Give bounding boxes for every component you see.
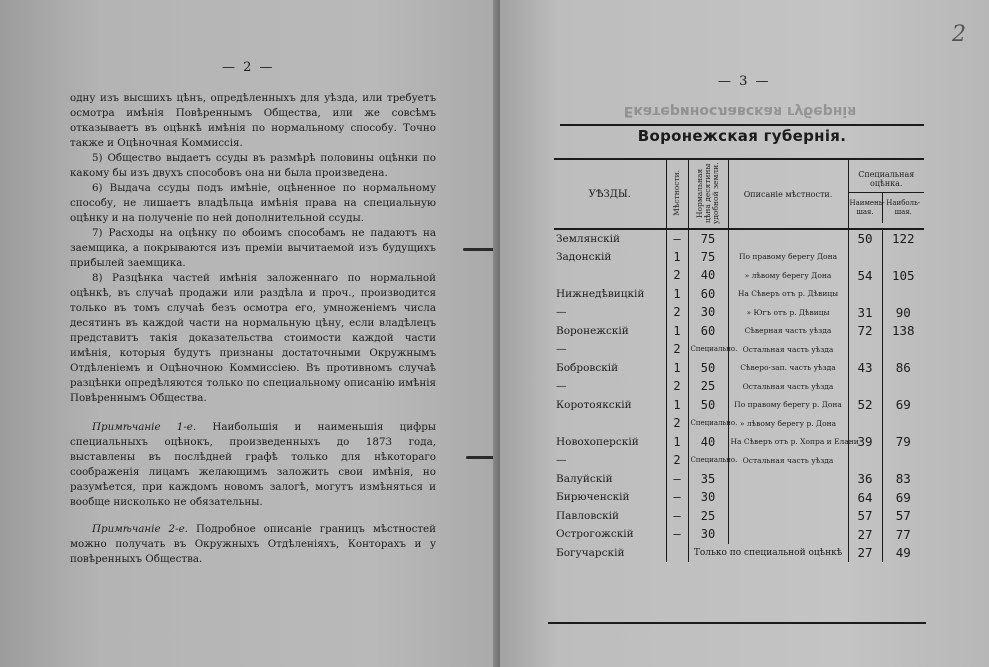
table-row (554, 248, 924, 267)
table-row (554, 303, 924, 322)
table-row (554, 229, 924, 248)
col-description: Описаніе мѣстности. (728, 159, 848, 229)
table-row (554, 396, 924, 415)
normal-price: Специально. (688, 340, 728, 359)
normal-price: 60 (688, 322, 728, 341)
normal-price: Специально. (688, 414, 728, 433)
locality-description: Сѣверная часть уѣзда (728, 322, 848, 341)
table-header-row (554, 159, 924, 229)
special-max: 90 (882, 303, 924, 322)
note-2 (70, 522, 436, 567)
normal-price: 40 (688, 266, 728, 285)
table-bottom-rule (548, 622, 926, 624)
handwritten-page-number: 2 (952, 22, 966, 47)
special-min: 31 (848, 303, 882, 322)
special-max: 79 (882, 433, 924, 452)
table-row (554, 359, 924, 378)
table-row (554, 544, 924, 563)
uezd-name: — (556, 343, 567, 356)
left-page-body (70, 91, 436, 567)
paragraph: 6) Выдача ссуды подъ имѣніе, оцѣненное по нормальному способу, не лишаетъ владѣльца имѣнія права на специальную оцѣнку и на полученіе по ней дополнительной ссуды. (70, 182, 436, 224)
mestnost-number: 2 (666, 414, 688, 433)
special-min: 27 (848, 525, 882, 544)
special-min: 39 (848, 433, 882, 452)
special-max: 138 (882, 322, 924, 341)
normal-price: 75 (688, 229, 728, 248)
uezd-name: Нижнедѣвицкій (556, 287, 645, 300)
uezd-name: Павловскій (556, 509, 620, 522)
mestnost-number: 1 (666, 433, 688, 452)
locality-description: Сѣверо-зап. часть уѣзда (728, 359, 848, 378)
normal-price: 50 (688, 396, 728, 415)
table-row (554, 433, 924, 452)
mirrored-title: Екатеринославская губернія (623, 103, 857, 119)
mestnost-number: 1 (666, 322, 688, 341)
special-max: 122 (882, 229, 924, 248)
mestnost-number: 2 (666, 451, 688, 470)
mestnost-number: 1 (666, 396, 688, 415)
table-row (554, 322, 924, 341)
col-uezd: УѢЗДЫ. (554, 159, 666, 229)
uezd-name: Задонскій (556, 250, 612, 263)
uezd-name: — (556, 306, 567, 319)
locality-description: » лѣвому берегу р. Дона (728, 414, 848, 433)
special-max (882, 414, 924, 433)
uezd-name: — (556, 380, 567, 393)
uezd-name: — (556, 454, 567, 467)
special-min: 27 (848, 544, 882, 563)
uezd-name: Богучарскій (556, 546, 625, 559)
special-max (882, 340, 924, 359)
special-max (882, 451, 924, 470)
mestnost-number: 2 (666, 340, 688, 359)
table-row (554, 285, 924, 304)
special-min (848, 377, 882, 396)
special-min: 57 (848, 507, 882, 526)
special-max (882, 248, 924, 267)
locality-description (728, 470, 848, 489)
special-max: 86 (882, 359, 924, 378)
special-min: 36 (848, 470, 882, 489)
special-min: 52 (848, 396, 882, 415)
mestnost-number: 1 (666, 359, 688, 378)
uezd-name (554, 266, 666, 285)
locality-description: На Сѣверъ отъ р. Дѣвицы (728, 285, 848, 304)
mestnost-number: 1 (666, 285, 688, 304)
special-max (882, 285, 924, 304)
note-2-heading: Примѣчаніе 2-е. (92, 523, 188, 535)
table-row (554, 525, 924, 544)
table-row (554, 470, 924, 489)
special-min (848, 340, 882, 359)
note-2-text: Подробное описаніе границъ мѣстностей можно получать въ Окружныхъ Отдѣленіяхъ, Конторахъ и у повѣренныхъ Общества. (70, 523, 436, 565)
locality-description: По правому берегу р. Дона (728, 396, 848, 415)
locality-description (728, 525, 848, 544)
mestnost-number: — (666, 229, 688, 248)
normal-price: 50 (688, 359, 728, 378)
col-special: Специальная оцѣнка. Наимень-шая. Наиболь-шая. (848, 159, 924, 229)
mestnost-number: — (666, 470, 688, 489)
uezd-name: Бирюченскій (556, 491, 630, 504)
special-max: 105 (882, 266, 924, 285)
normal-price: 30 (688, 488, 728, 507)
locality-description (728, 229, 848, 248)
table-row (554, 340, 924, 359)
normal-price: Специально. (688, 451, 728, 470)
normal-price: 60 (688, 285, 728, 304)
paragraph: 5) Общество выдаетъ ссуды въ размѣрѣ половины оцѣнки по какому бы изъ двухъ способовъ она ни была произведена. (70, 152, 436, 179)
uezd-name (554, 414, 666, 433)
special-max: 69 (882, 396, 924, 415)
right-page-number: — 3 — (718, 74, 771, 89)
locality-description (728, 507, 848, 526)
locality-description: Остальная часть уѣзда (728, 340, 848, 359)
special-max: 69 (882, 488, 924, 507)
paragraph: одну изъ высшихъ цѣнъ, опредѣленныхъ для уѣзда, или требуетъ осмотра имѣнія Повѣреннымъ Общества, или же совсѣмъ отказываетъ въ оцѣнкѣ имѣнія по нормальному способу. Точно также и Оцѣночная Коммиссія. (70, 92, 436, 149)
special-min: 43 (848, 359, 882, 378)
special-max: 49 (882, 544, 924, 563)
special-max: 83 (882, 470, 924, 489)
special-min: 64 (848, 488, 882, 507)
special-min (848, 451, 882, 470)
mestnost-number: — (666, 507, 688, 526)
normal-price: 30 (688, 525, 728, 544)
special-min: 54 (848, 266, 882, 285)
note-1-heading: Примѣчаніе 1-е. (92, 421, 197, 433)
uezd-name: Острогожскій (556, 528, 634, 541)
normal-price: 25 (688, 507, 728, 526)
paragraph: 7) Расходы на оцѣнку по обоимъ способамъ не падаютъ на заемщика, а покрываются изъ преміи вычитаемой изъ будущихъ прибылей заемщика. (70, 227, 436, 269)
normal-price: Только по специальной оцѣнкѣ (688, 544, 848, 563)
uezd-name: Воронежскій (556, 324, 629, 337)
locality-description: Остальная часть уѣзда (728, 451, 848, 470)
normal-price: 30 (688, 303, 728, 322)
normal-price: 75 (688, 248, 728, 267)
mestnost-number: — (666, 525, 688, 544)
table-row (554, 414, 924, 433)
normal-price: 25 (688, 377, 728, 396)
normal-price: 35 (688, 470, 728, 489)
special-min: 72 (848, 322, 882, 341)
uezd-table (554, 158, 924, 562)
province-title: Воронежская губернія. (560, 124, 924, 156)
mestnost-number: 1 (666, 248, 688, 267)
special-max: 77 (882, 525, 924, 544)
table-row (554, 488, 924, 507)
locality-description: На Сѣверъ отъ р. Хопра и Елани (728, 433, 848, 452)
note-1 (70, 420, 436, 510)
special-min (848, 285, 882, 304)
uezd-name: Новохоперскій (556, 435, 639, 448)
paragraph: 8) Разцѣнка частей имѣнія заложеннаго по нормальной оцѣнкѣ, въ случаѣ продажи или раздѣла и проч., производится только въ томъ случаѣ безъ осмотра его, умноженіемъ числа десятинъ въ каждой части на нормальную цѣну, если владѣлецъ представитъ такія доказательства стоимости каждой части имѣнія, которыя будутъ признаны достаточными Окружнымъ Отдѣленіемъ и Оцѣночною Коммиссіею. Въ противномъ случаѣ разцѣнки опредѣляются только по специальному описанію имѣнія Повѣреннымъ Общества. (70, 272, 436, 404)
special-min (848, 248, 882, 267)
left-page-number: — 2 — (222, 60, 275, 75)
table-row (554, 451, 924, 470)
special-min (848, 414, 882, 433)
table-row (554, 507, 924, 526)
mestnost-number: 2 (666, 303, 688, 322)
note-1-text: Наибольшія и наименьшія цифры специальныхъ оцѣнокъ, произведенныхъ до 1873 года, выставлены въ послѣдней графѣ только для нѣкотораго соображенія лицамъ желающимъ заложить свои имѣнія, но разумѣется, при каждомъ новомъ залогѣ, могутъ измѣняться и вообще нисколько не обязательны. (70, 421, 436, 508)
table-row (554, 266, 924, 285)
locality-description: » Югъ отъ р. Дѣвицы (728, 303, 848, 322)
special-max (882, 377, 924, 396)
normal-price: 40 (688, 433, 728, 452)
mestnost-number: 2 (666, 377, 688, 396)
locality-description: » лѣвому берегу Дона (728, 266, 848, 285)
locality-description: Остальная часть уѣзда (728, 377, 848, 396)
locality-description: По правому берегу Дона (728, 248, 848, 267)
uezd-name: Валуйскій (556, 472, 613, 485)
special-min: 50 (848, 229, 882, 248)
col-normal-price: Нормальная цѣна десятины удобной земли. (688, 159, 728, 229)
uezd-name: Коротоякскій (556, 398, 632, 411)
mestnost-number: — (666, 488, 688, 507)
uezd-name: Бобровскій (556, 361, 619, 374)
locality-description (728, 488, 848, 507)
uezd-name: Землянскій (556, 232, 621, 245)
mestnost-number: 2 (666, 266, 688, 285)
table-row (554, 377, 924, 396)
special-max: 57 (882, 507, 924, 526)
mestnost-number (666, 544, 688, 563)
col-mestnost: Мѣстности. (666, 159, 688, 229)
